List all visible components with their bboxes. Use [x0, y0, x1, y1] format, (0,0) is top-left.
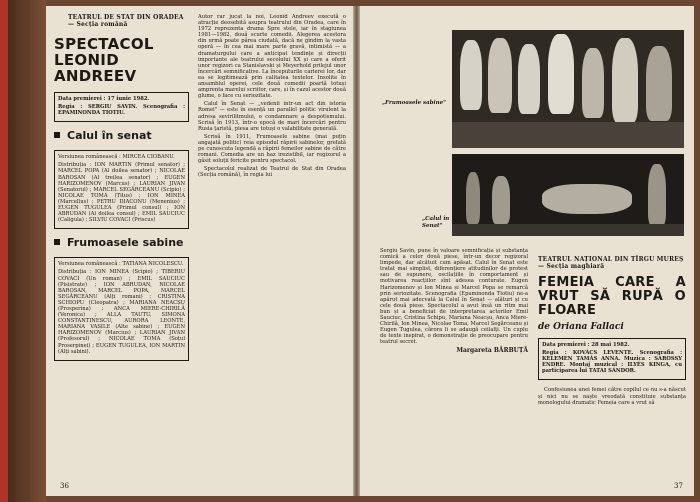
- section-header: — Secția română: [68, 21, 128, 28]
- bullet-square-icon: [54, 132, 60, 138]
- article-paragraph: Spectacolul realizat de Teatrul de Stat din Oradea (Secția română), în regia lui: [198, 166, 346, 179]
- caption-calul-in-senat: „Calul în Senat": [422, 216, 450, 229]
- main-title: SPECTACOL LEONID ANDREEV: [54, 35, 154, 85]
- premiere-box: [54, 92, 189, 122]
- premiere-date: Data premierei : 17 iunie 1982.: [58, 96, 150, 102]
- book-gutter: [353, 6, 360, 496]
- right-page: [360, 6, 694, 496]
- book-spine-strip: [0, 0, 8, 502]
- photo-frumoasele-sabine: [452, 30, 684, 148]
- article-signature: Margareta BĂRBUȚĂ: [456, 346, 528, 354]
- premiere-credits: Regia : KOVÁCS LEVENTE. Scenografia : KELEMEN TAMÁS ANNA. Muzica : SÁROSSY ENDRE. Montaj muzical : ILYÉS KINGA, cu participarea lui TATAI SÁNDOR.: [542, 350, 682, 375]
- theatre-header: TEATRUL NAȚIONAL DIN TÎRGU MUREȘ: [538, 256, 684, 263]
- play1-cast: Distribuția : ION MARTIN (Primul senator) ; MARCEL POPA (Al doilea senator) ; NICOLAE BAROSAN (Al treilea senator) ; EUGEN HARIZOMENOV (Marcus) ; LAURIAN JIVAN (Senatorul) ; MARCEL SEGĂRCEANU (Scipio) ; NICOLAE TOMA (Titus) ; ION MINEA (Marcellus) ; PETRU DIACONU (Menenius) ; EUGEN TUGULEA (Primul consul) ; ION ABRUDAN (Al doilea consul) ; EMIL SAUCIUC (Caligula) ; SILVIU COVACI (Priscus): [58, 162, 185, 224]
- caption-frumoasele-sabine: „Frumoasele sabine": [382, 100, 446, 106]
- article-paragraph: Sergiu Savin, pune în valoare semnificația și substanța comică a celor două piese, într-un decor regizoral limpede, dar alcătuit cum apăsat. Calul în Senat este tratat mai simplist, diferențiere atitudinilor de protest sau de supunere, oscilațiile în comportament și motivarea reacțiilor sînt adesea conturate. Eugen Harizomenov și Ion Minea și Marcel Popa se remarcă prin seriozitate. Scenografia (Epaminonda Tiotiu) ne-a apărut mai adecvată la Calul în Senat — alături și cu cele două piese. Spectacolul a avut însă un ritm mai bun și a beneficiat de interpretarea actorilor Emil Sauciuc, Cristina Schipu, Mariana Neacșu, Anca Miere-Chirilă, Ion Minea, Nicolae Toma, Marcel Segărceanu și Eugen Tugulea, cărora li se adaugă ceilalți. Un cuplu de texte inspirat, o demonstrație de preocupare pentru teatrul secret.: [380, 248, 528, 346]
- photo-calul-in-senat: [452, 154, 684, 236]
- premiere-credits: Regia : SERGIU SAVIN. Scenografia : EPAMINONDA TIOTIU.: [58, 104, 185, 117]
- article-paragraph: Confesiunea unei femei către copilul ce nu s-a născut și nici nu se naște vreodată constituie substanța monologului dramatic Femeia care a vrut să: [538, 387, 686, 406]
- article-column: [198, 14, 346, 180]
- article-paragraph: Scrisă în 1911, Frumoasele sabine (mai puțin angajată politic) reia episodul răpirii sabinelor, grefată pe cunoscuta legendă a răpirii femeilor sabine de către romani. Comedia are un haz irezistibil, iar regizorul a găsit soluții fericite pentru spectacol.: [198, 133, 346, 165]
- bullet-square-icon: [54, 239, 60, 245]
- play2-title: Frumoasele sabine: [54, 237, 189, 249]
- author-line: de Oriana Fallaci: [538, 322, 624, 332]
- theatre-header: TEATRUL DE STAT DIN ORADEA: [68, 14, 184, 21]
- left-page: [46, 6, 353, 496]
- credits-column: [54, 14, 189, 361]
- play2-box: [54, 257, 189, 360]
- page-number: 37: [674, 482, 683, 490]
- page-number: 36: [60, 482, 69, 490]
- play1-box: [54, 150, 189, 229]
- section-header: — Secția maghiară: [538, 263, 605, 270]
- new-article-column: [538, 256, 686, 408]
- continuation-column: [380, 248, 528, 354]
- main-title: FEMEIA CARE A VRUT SĂ RUPĂ O FLOARE: [538, 275, 686, 318]
- play1-title: Calul în senat: [54, 130, 189, 142]
- article-paragraph: Calul în Senat — „vedenii intr-un act din istoria Romei" — este în esență un parallel politic virulent la adresa sevirilitmului, o condamnare a despotismului. Scrisă în 1913, într-o epocă de mari încercări pentru Rusia țaristă, piesa are totuși o valabilitate generală.: [198, 101, 346, 132]
- play1-version: Versiunea românească : MIRCEA CIOBANU.: [58, 154, 175, 161]
- article-paragraph: Autor rar jucat la noi, Leonid Andreev execută o atracție deosebită asupra teatrului din Oradea, care în 1972 reprezenta drama Spre stele, iar în stagiunea 1981—1982, două scurte comedii. Alegerea acestora din urmă poate părea ciudată, dacă ne gîndim la vasta operă — în cea mai mare parte gravă, intimistă — a dramaturgului care a anticipat tendințe și direcții importante ale teatrului secolului XX și care a oferit unor regizori ca Stanislavski și Meyerhold prilejul unor încercări semnificative. La începuturile carierei lor, dar ea se legitimează prin calitatea textelor. Insolite în ansamblul operei, cele două comedii poartă totuși amprenta marelui scriitor, care, și în cazul acestor două glume, o face cu seriozitate.: [198, 14, 346, 100]
- premiere-box: [538, 338, 686, 380]
- play2-version: Versiunea românească : TATIANA NICOLESCU.: [58, 261, 184, 268]
- premiere-date: Data premierei : 28 mai 1982.: [542, 342, 630, 348]
- play2-cast: Distribuția : ION MINEA (Scipio) ; TIBERIU COVACI (Un roman) ; EMIL SAUCIUC (Pisistrate) ; ION ABRUDAN, NICOLAE BAROSAN, MARCEL POPA, MARCEL SEGĂRCEANU (Alți romani) ; CRISTINA SCHIOPU (Cleopatra) ; MARIANA NEACȘU (Prosperina) ; ANCA MIERE-CHIRILĂ (Veronica) ; ALLA TAUTU, SIMONA CONSTANTINESCU, AURORA LEONTE, MARIANA VASILE (Alte sabine) ; EUGEN HARIZOMENOV (Marcius) ; LAURIAN JIVAN (Profesorul) ; NICOLAE TOMA (Soțul Proserpinei) ; EUGEN TUGULEA, ION MARTIN (Alți sabini).: [58, 269, 185, 355]
